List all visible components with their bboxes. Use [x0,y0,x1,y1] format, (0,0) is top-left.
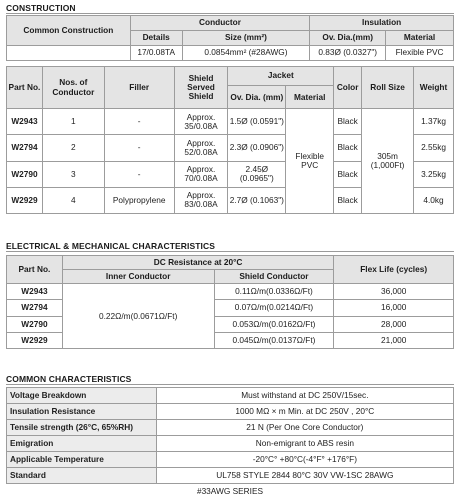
common-value-cell: Non-emigrant to ABS resin [156,436,453,452]
table-row [7,388,454,404]
color-cell: Black [334,161,362,187]
elec-part-no-cell: W2943 [7,284,63,300]
weight-cell: 1.37kg [414,109,454,135]
construction-title: CONSTRUCTION [6,3,76,13]
jacket-header: Jacket [228,67,334,86]
weight-cell: 2.55kg [414,135,454,161]
filler-cell: - [104,161,174,187]
common-value-cell: -20°C° +80°C(-4°F° +176°F) [156,452,453,468]
table-row [7,284,454,300]
dc-resistance-header: DC Resistance at 20°C [62,256,334,270]
common-table [6,387,454,484]
weight-header: Weight [414,67,454,109]
construction-table [6,15,454,61]
size-header: Size (mm²) [182,31,310,46]
common-label-cell: Emigration [7,436,157,452]
jacket-ovdia-cell: 2.7Ø (0.1063") [228,187,286,213]
common-value-cell: 21 N (Per One Core Conductor) [156,420,453,436]
parts-table [6,66,454,214]
jacket-ovdia-header: Ov. Dia. (mm) [228,86,286,109]
elec-part-no-cell: W2790 [7,316,63,332]
common-construction-header: Common Construction [7,16,131,46]
insulation-header: Insulation [310,16,454,31]
shield-conductor-header: Shield Conductor [214,270,334,284]
roll-size-cell: 305m (1,000Ft) [362,109,414,214]
elec-part-no-cell: W2794 [7,300,63,316]
common-label-cell: Standard [7,468,157,484]
common-construction-blank [7,46,131,61]
color-cell: Black [334,135,362,161]
electrical-divider [6,251,454,252]
shield-cell: Approx. 52/0.08A [174,135,228,161]
elec-part-no-header: Part No. [7,256,63,284]
electrical-table [6,255,454,349]
filler-header: Filler [104,67,174,109]
shield-cell: Approx. 35/0.08A [174,109,228,135]
details-value: 17/0.08TA [130,46,182,61]
shield-header: Shield Served Shield [174,67,228,109]
flex-life-cell: 36,000 [334,284,454,300]
flex-life-header: Flex Life (cycles) [334,256,454,284]
shield-cell: Approx. 70/0.08A [174,161,228,187]
nos-cell: 3 [42,161,104,187]
shield-conductor-cell: 0.07Ω/m(0.0214Ω/Ft) [214,300,334,316]
weight-cell: 3.25kg [414,161,454,187]
table-row [7,452,454,468]
inner-conductor-cell: 0.22Ω/m(0.0671Ω/Ft) [62,284,214,349]
common-label-cell: Applicable Temperature [7,452,157,468]
jacket-material-cell: Flexible PVC [286,109,334,214]
common-value-cell: Must withstand at DC 250V/15sec. [156,388,453,404]
flex-life-cell: 16,000 [334,300,454,316]
common-divider [6,384,454,385]
electrical-title: ELECTRICAL & MECHANICAL CHARACTERISTICS [6,241,216,251]
roll-size-header: Roll Size [362,67,414,109]
inner-conductor-header: Inner Conductor [62,270,214,284]
common-label-cell: Voltage Breakdown [7,388,157,404]
common-label-cell: Insulation Resistance [7,404,157,420]
ovdia-value: 0.83Ø (0.0327") [310,46,386,61]
ovdia-header: Ov. Dia.(mm) [310,31,386,46]
flex-life-cell: 21,000 [334,332,454,348]
common-title: COMMON CHARACTERISTICS [6,374,132,384]
table-row [7,404,454,420]
filler-cell: - [104,109,174,135]
elec-part-no-cell: W2929 [7,332,63,348]
table-row [7,109,454,135]
material-header: Material [386,31,454,46]
nos-cell: 4 [42,187,104,213]
jacket-ovdia-cell: 1.5Ø (0.0591") [228,109,286,135]
conductor-header: Conductor [130,16,310,31]
details-header: Details [130,31,182,46]
table-row [7,468,454,484]
shield-cell: Approx. 83/0.08A [174,187,228,213]
construction-divider [6,13,454,14]
part-no-cell: W2790 [7,161,43,187]
common-label-cell: Tensile strength (26°C, 65%RH) [7,420,157,436]
part-no-header: Part No. [7,67,43,109]
series-caption: #33AWG SERIES [196,486,264,496]
color-cell: Black [334,109,362,135]
table-row [7,420,454,436]
common-value-cell: UL758 STYLE 2844 80°C 30V VW-1SC 28AWG [156,468,453,484]
material-value: Flexible PVC [386,46,454,61]
table-row [7,436,454,452]
color-cell: Black [334,187,362,213]
nos-conductor-header: Nos. of Conductor [42,67,104,109]
part-no-cell: W2794 [7,135,43,161]
filler-cell: Polypropylene [104,187,174,213]
part-no-cell: W2943 [7,109,43,135]
jacket-ovdia-cell: 2.45Ø (0.0965") [228,161,286,187]
shield-conductor-cell: 0.11Ω/m(0.0336Ω/Ft) [214,284,334,300]
size-value: 0.0854mm² (#28AWG) [182,46,310,61]
common-value-cell: 1000 MΩ × m Min. at DC 250V , 20°C [156,404,453,420]
color-header: Color [334,67,362,109]
shield-conductor-cell: 0.045Ω/m(0.0137Ω/Ft) [214,332,334,348]
weight-cell: 4.0kg [414,187,454,213]
flex-life-cell: 28,000 [334,316,454,332]
nos-cell: 2 [42,135,104,161]
nos-cell: 1 [42,109,104,135]
filler-cell: - [104,135,174,161]
part-no-cell: W2929 [7,187,43,213]
jacket-ovdia-cell: 2.3Ø (0.0906") [228,135,286,161]
shield-conductor-cell: 0.053Ω/m(0.0162Ω/Ft) [214,316,334,332]
jacket-material-header: Material [286,86,334,109]
